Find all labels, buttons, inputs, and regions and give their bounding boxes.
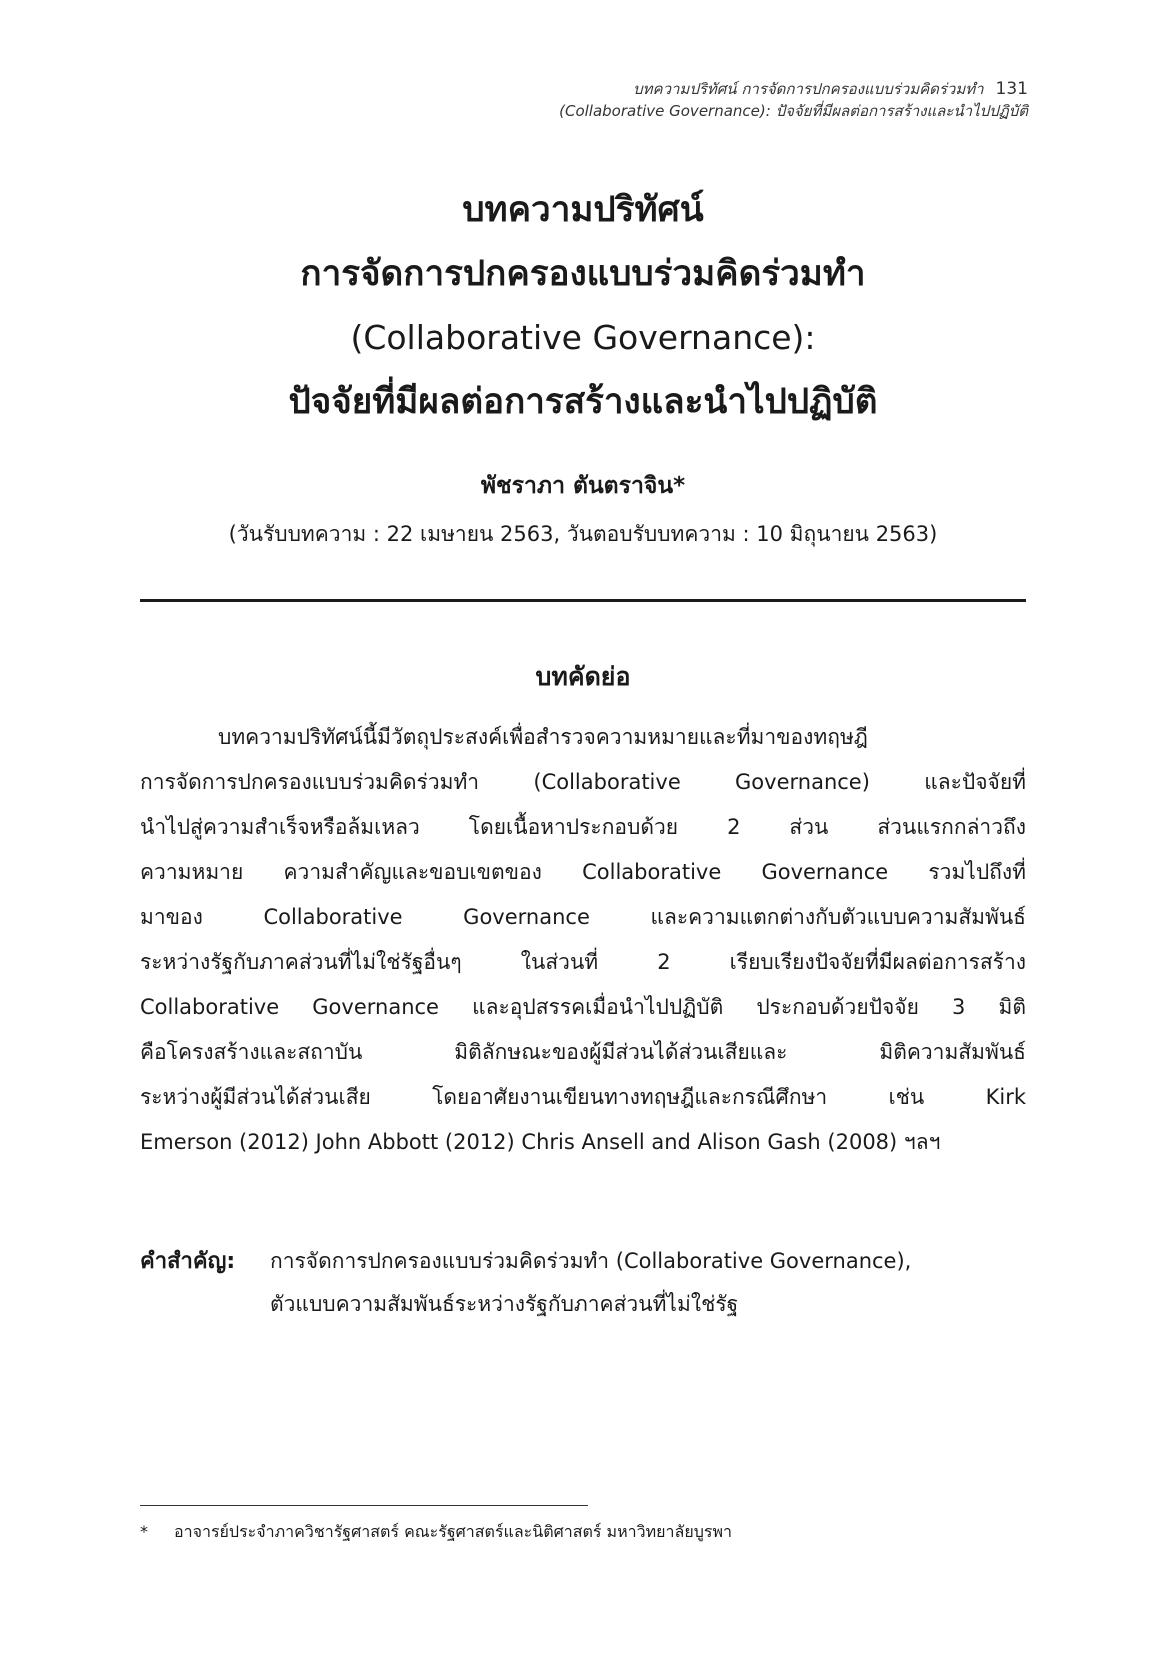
running-head-line-1: [559, 78, 1028, 100]
keywords-line-1: การจัดการปกครองแบบร่วมคิดร่วมทำ (Collaborative Governance),: [270, 1249, 912, 1273]
abstract-line: นำไปสู่ความสำเร็จหรือล้มเหลว โดยเนื้อหาประกอบด้วย 2 ส่วน ส่วนแรกกล่าวถึง: [140, 815, 1026, 839]
abstract-line: มาของ Collaborative Governance และความแตกต่างกับตัวแบบความสัมพันธ์: [140, 905, 1026, 929]
submission-dates: (วันรับบทความ : 22 เมษายน 2563, วันตอบรับบทความ : 10 มิถุนายน 2563): [228, 522, 938, 546]
abstract-line: ระหว่างผู้มีส่วนได้ส่วนเสีย โดยอาศัยงานเขียนทางทฤษฎีและกรณีศึกษา เช่น Kirk: [140, 1085, 1026, 1109]
abstract-line: ความหมาย ความสำคัญและขอบเขตของ Collaborative Governance รวมไปถึงที่: [140, 860, 1026, 884]
footnote-rule: [140, 1505, 588, 1506]
abstract-line: คือโครงสร้างและสถาบัน มิติลักษณะของผู้มีส่วนได้ส่วนเสียและ มิติความสัมพันธ์: [140, 1040, 1026, 1064]
abstract-line: Collaborative Governance และอุปสรรคเมื่อนำไปปฏิบัติ ประกอบด้วยปัจจัย 3 มิติ: [140, 995, 1026, 1019]
footnote: [140, 1520, 732, 1545]
keywords-line-2: ตัวแบบความสัมพันธ์ระหว่างรัฐกับภาคส่วนที่ไม่ใช่รัฐ: [270, 1292, 739, 1316]
title-line-4: ปัจจัยที่มีผลต่อการสร้างและนำไปปฏิบัติ: [288, 382, 878, 422]
running-head-line-2: (Collaborative Governance): ปัจจัยที่มีผลต่อการสร้างและนำไปปฏิบัติ: [559, 102, 1028, 120]
title-line-2: การจัดการปกครองแบบร่วมคิดร่วมทำ: [300, 254, 866, 294]
abstract-line: บทความปริทัศน์นี้มีวัตถุประสงค์เพื่อสำรวจความหมายและที่มาของทฤษฎี: [218, 725, 868, 749]
abstract-line: ระหว่างรัฐกับภาคส่วนที่ไม่ใช่รัฐอื่นๆ ในส่วนที่ 2 เรียบเรียงปัจจัยที่มีผลต่อการสร้าง: [140, 950, 1026, 974]
keywords-text: [270, 1240, 1026, 1326]
running-head: [559, 78, 1028, 122]
keywords-label: คำสำคัญ:: [140, 1249, 236, 1274]
title-line-3: (Collaborative Governance):: [350, 318, 816, 357]
page-number: 131: [995, 79, 1028, 99]
footnote-text: อาจารย์ประจำภาควิชารัฐศาสตร์ คณะรัฐศาสตร์และนิติศาสตร์ มหาวิทยาลัยบูรพา: [174, 1522, 732, 1541]
author-name: พัชราภา ตันตราจิน*: [480, 473, 686, 499]
running-head-title: บทความปริทัศน์ การจัดการปกครองแบบร่วมคิดร่วมทำ: [633, 80, 984, 98]
abstract-line: การจัดการปกครองแบบร่วมคิดร่วมทำ (Collaborative Governance) และปัจจัยที่: [140, 770, 1026, 794]
article-title: [140, 178, 1026, 434]
abstract-line: Emerson (2012) John Abbott (2012) Chris Ansell and Alison Gash (2008) ฯลฯ: [140, 1130, 941, 1154]
abstract-heading: บทคัดย่อ: [535, 662, 631, 691]
divider-rule: [140, 599, 1026, 602]
keywords: [140, 1240, 1026, 1326]
title-line-1: บทความปริทัศน์: [462, 190, 704, 230]
abstract-body: [140, 715, 1026, 1165]
footnote-mark: *: [140, 1522, 148, 1541]
